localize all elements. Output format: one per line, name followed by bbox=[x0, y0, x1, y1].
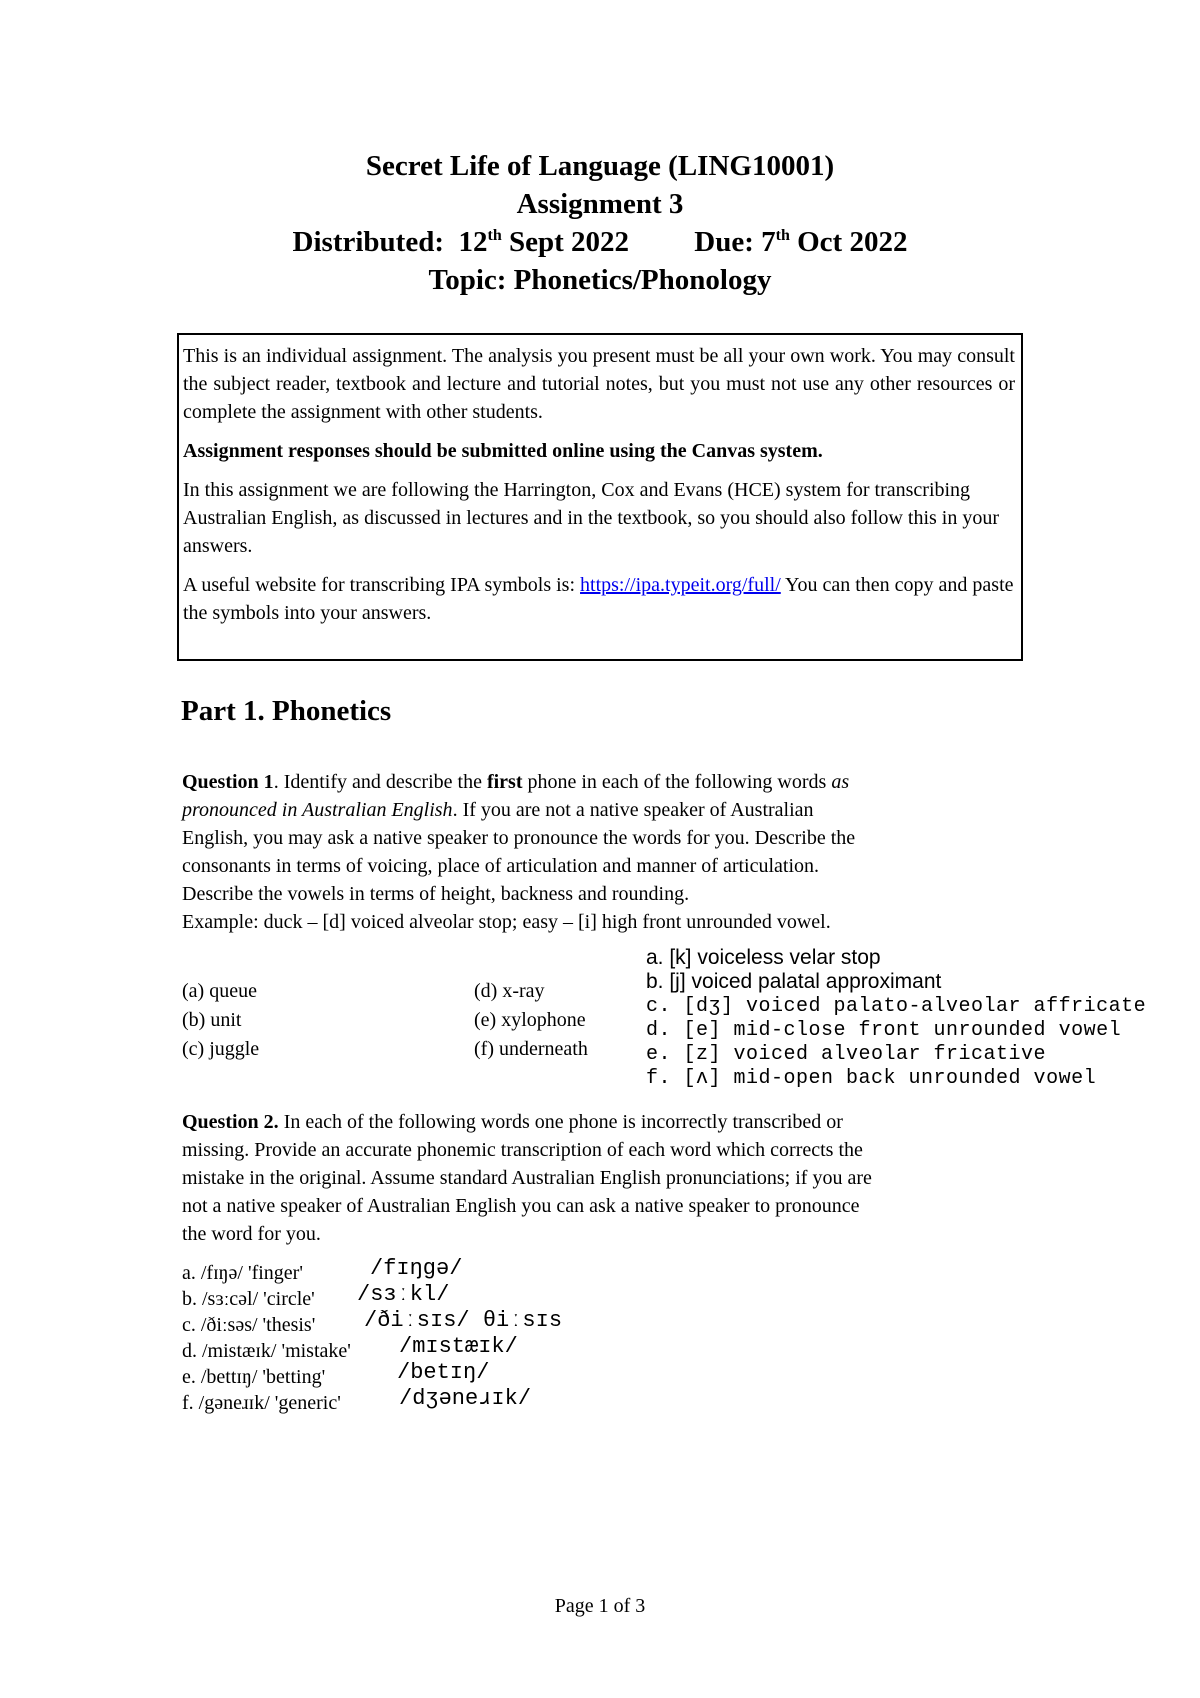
q1-label: Question 1 bbox=[182, 771, 274, 793]
distributed-rest: Sept 2022 bbox=[508, 226, 630, 258]
q2-item: b. /sɜːcəl/ 'circle' bbox=[182, 1288, 315, 1310]
assignment-title: Assignment 3 bbox=[516, 188, 684, 220]
q1-first: first bbox=[486, 771, 523, 793]
q2-text: missing. Provide an accurate phonemic transcription of each word which corrects the bbox=[182, 1139, 863, 1161]
q2-item: d. /mistæɪk/ 'mistake' bbox=[182, 1340, 351, 1362]
question-2 bbox=[182, 1108, 1052, 1248]
q1-answers-sans bbox=[646, 946, 941, 994]
answer-item: a. [k] voiceless velar stop bbox=[646, 946, 881, 969]
q2-item: f. /gəneɹɪk/ 'generic' bbox=[182, 1392, 341, 1414]
q1-text: phone in each of the following words bbox=[522, 771, 832, 793]
word-item: (f) underneath bbox=[474, 1038, 588, 1060]
notice-website bbox=[183, 571, 1015, 627]
notice-individual: This is an individual assignment. The analysis you present must be all your own work. You may consult the subject reader, textbook and lecture and tutorial notes, but you must not use any other resources or complete the assignment with other students. bbox=[183, 345, 1015, 423]
notice-submission: Assignment responses should be submitted online using the Canvas system. bbox=[183, 440, 823, 462]
q1-words-right bbox=[474, 977, 588, 1064]
notice-website-text: A useful website for transcribing IPA symbols is: bbox=[183, 574, 576, 596]
answer-item: e. [z] voiced alveolar fricative bbox=[646, 1043, 1047, 1066]
q1-text: . Identify and describe the bbox=[273, 771, 487, 793]
q1-answers-mono bbox=[646, 995, 1146, 1091]
q2-answer-d: /mɪstæɪk/ bbox=[399, 1334, 518, 1359]
due-rest: Oct 2022 bbox=[797, 226, 908, 258]
q2-text: mistake in the original. Assume standard Australian English pronunciations; if you are bbox=[182, 1167, 872, 1189]
topic-title: Topic: Phonetics/Phonology bbox=[428, 264, 772, 296]
q2-item: e. /bettɪŋ/ 'betting' bbox=[182, 1366, 326, 1388]
due-suffix: th bbox=[775, 227, 790, 244]
q1-text: Describe the vowels in terms of height, backness and rounding. bbox=[182, 883, 690, 905]
q1-pronounced: pronounced in Australian English bbox=[182, 799, 453, 821]
notice-hce: In this assignment we are following the Harrington, Cox and Evans (HCE) system for transcribing Australian English, as discussed in lectures and in the textbook, so you should also follow this in your answers. bbox=[183, 479, 1000, 557]
answer-item: b. [j] voiced palatal approximant bbox=[646, 970, 942, 993]
q2-answer-b: /sɜːkl/ bbox=[357, 1282, 450, 1307]
q2-text: the word for you. bbox=[182, 1223, 321, 1245]
notice-website-after: You can then copy and paste the symbols into your answers. bbox=[183, 574, 1014, 624]
q2-label: Question 2. bbox=[182, 1111, 279, 1133]
q2-text: not a native speaker of Australian English you can ask a native speaker to pronounce bbox=[182, 1195, 860, 1217]
word-item: (b) unit bbox=[182, 1009, 242, 1031]
word-item: (c) juggle bbox=[182, 1038, 260, 1060]
ipa-typeit-link[interactable]: https://ipa.typeit.org/full/ bbox=[580, 574, 781, 596]
q1-example: Example: duck – [d] voiced alveolar stop; easy – [i] high front unrounded vowel. bbox=[182, 911, 831, 933]
course-title: Secret Life of Language (LING10001) bbox=[365, 150, 835, 182]
part1-heading: Part 1. Phonetics bbox=[181, 695, 392, 727]
page-number: Page 1 of 3 bbox=[554, 1595, 646, 1617]
q2-answer-e: /betɪŋ/ bbox=[397, 1360, 490, 1385]
answer-item: d. [e] mid-close front unrounded vowel bbox=[646, 1019, 1122, 1042]
dates-line bbox=[0, 223, 1200, 261]
due-label: Due: 7 bbox=[694, 226, 776, 258]
notice-box bbox=[177, 333, 1023, 661]
word-item: (a) queue bbox=[182, 980, 257, 1002]
q1-text: consonants in terms of voicing, place of articulation and manner of articulation. bbox=[182, 855, 820, 877]
distributed-day: 12 bbox=[458, 226, 488, 258]
q2-answer-a: /fɪŋgə/ bbox=[370, 1256, 463, 1281]
q1-text: . If you are not a native speaker of Australian bbox=[452, 799, 814, 821]
q2-text: In each of the following words one phone is incorrectly transcribed or bbox=[278, 1111, 843, 1133]
q1-text: English, you may ask a native speaker to pronounce the words for you. Describe the bbox=[182, 827, 856, 849]
q2-items bbox=[182, 1260, 351, 1416]
answer-item: c. [dʒ] voiced palato-alveolar affricate bbox=[646, 995, 1147, 1018]
q2-item: c. /ðiːsəs/ 'thesis' bbox=[182, 1314, 316, 1336]
question-1 bbox=[182, 768, 1052, 936]
q1-as: as bbox=[831, 771, 850, 793]
word-item: (e) xylophone bbox=[474, 1009, 586, 1031]
word-item: (d) x-ray bbox=[474, 980, 545, 1002]
distributed-label: Distributed: bbox=[292, 226, 444, 258]
answer-item: f. [ʌ] mid-open back unrounded vowel bbox=[646, 1067, 1097, 1090]
q2-answer-f: /dʒəneɹɪk/ bbox=[399, 1386, 532, 1411]
q2-item: a. /fɪŋə/ 'finger' bbox=[182, 1262, 303, 1284]
q2-answer-c: /ðiːsɪs/ θiːsɪs bbox=[364, 1308, 563, 1333]
q1-words-left bbox=[182, 977, 259, 1064]
distributed-suffix: th bbox=[487, 227, 502, 244]
